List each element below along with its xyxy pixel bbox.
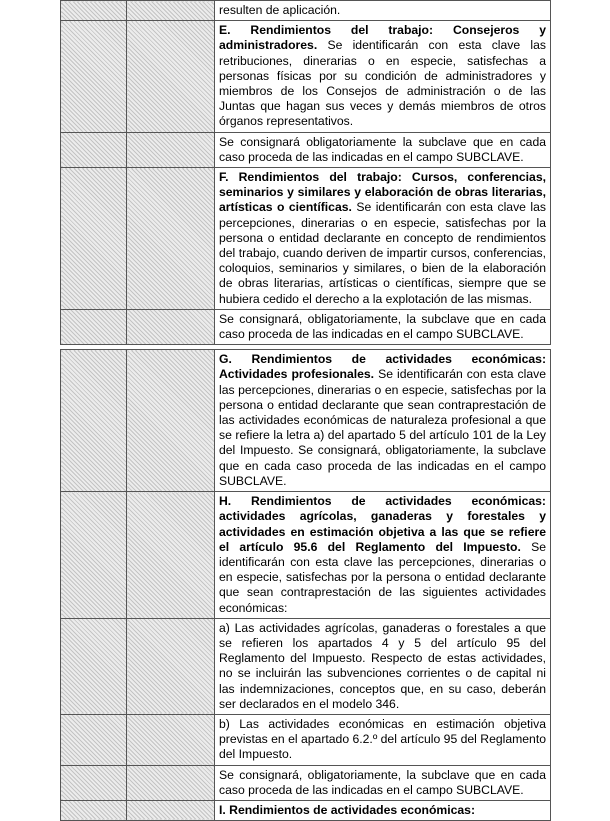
table-row: [61, 21, 551, 132]
row-text-cell: [215, 1, 551, 21]
blank-cell: [127, 132, 215, 167]
blank-cell: [61, 618, 127, 714]
blank-cell: [61, 714, 127, 765]
table-row: [61, 714, 551, 765]
blank-cell: [127, 168, 215, 310]
row-text: Se identificarán con esta clave las retribuciones, dinerarias o en especie, satisfechas a personas físicas por su condición de administradores y miembros de los Consejos de administración o de las Juntas que hagan sus veces y demás miembros de otros órganos representativos.: [219, 38, 546, 129]
row-text-cell: [215, 350, 551, 492]
row-text: Se identificarán con esta clave las percepciones, dinerarias o en especie, satisfechas por la persona o entidad declarante que sean contraprestación de las actividades económicas de naturaleza profesional a que se refiere la letra a) del apartado 5 del artículo 101 de la Ley del Impuesto. Se consignará, obligatoriamente, la subclave que en cada caso proceda de las indicadas en el campo SUBCLAVE.: [219, 367, 546, 488]
row-heading: G. Rendimientos de actividades económicas: Actividades profesionales.: [219, 352, 546, 382]
blank-cell: [61, 309, 127, 344]
blank-cell: [127, 800, 215, 820]
table-row: [61, 765, 551, 800]
table-row: [61, 132, 551, 167]
row-text-cell: [215, 309, 551, 344]
blank-cell: [127, 765, 215, 800]
instructions-table: [60, 0, 551, 821]
table-row: [61, 1, 551, 21]
row-text-cell: [215, 714, 551, 765]
row-text: a) Las actividades agrícolas, ganaderas o forestales a que se refieren los apartados 4 y 5 del artículo 95 del Reglamento del Impuesto. Respecto de estas actividades, no se incluirán las subvenciones corrientes o de capital ni las indemnizaciones, conceptos que, en su caso, deberán ser declarados en el modelo 346.: [219, 620, 546, 711]
row-text: Se consignará obligatoriamente la subclave que en cada caso proceda de las indicadas en el campo SUBCLAVE.: [219, 134, 546, 164]
row-text: Se identificarán con esta clave las percepciones, dinerarias o en especie, satisfechas por la persona o entidad declarante que sean contraprestación de las siguientes actividades económicas:: [219, 539, 547, 615]
row-text: Se identificarán con esta clave las percepciones, dinerarias o en especie, satisfechas por la persona o entidad declarante en concepto de rendimientos del trabajo, cuando deriven de impartir cursos, conferencias, coloquios, seminarios y similares, o bien de la elaboración de obras literarias, artísticas o científicas, siempre que se hubiera cedido el derecho a la explotación de las mismas.: [219, 200, 546, 306]
row-text-cell: [215, 168, 551, 310]
table-row: [61, 618, 551, 714]
blank-cell: [127, 21, 215, 132]
row-text-cell: [215, 132, 551, 167]
row-text: resulten de aplicación.: [219, 3, 341, 17]
blank-cell: [61, 350, 127, 492]
table-row: [61, 168, 551, 310]
blank-cell: [61, 132, 127, 167]
row-text: b) Las actividades económicas en estimación objetiva previstas en el apartado 6.2.º del artículo 95 del Reglamento del Impuesto.: [219, 716, 546, 762]
row-heading: H. Rendimientos de actividades económicas: actividades agrícolas, ganaderas y forestales y actividades en estimación objetiva a las que se refiere el artículo 95.6 del Reglamento del Impuesto.: [219, 494, 546, 554]
blank-cell: [127, 1, 215, 21]
blank-cell: [61, 1, 127, 21]
row-heading: I. Rendimientos de actividades económicas:: [219, 802, 476, 817]
row-text: Se consignará, obligatoriamente, la subclave que en cada caso proceda de las indicadas en el campo SUBCLAVE.: [219, 311, 546, 342]
document-page: [60, 0, 550, 821]
blank-cell: [127, 714, 215, 765]
row-text-cell: [215, 21, 551, 132]
table-row: [61, 800, 551, 820]
blank-cell: [127, 350, 215, 492]
row-text-cell: [215, 618, 551, 714]
table-row: [61, 492, 551, 619]
row-text-cell: [215, 765, 551, 800]
blank-cell: [61, 765, 127, 800]
table-row: [61, 350, 551, 492]
row-text-cell: [215, 492, 551, 619]
blank-cell: [61, 21, 127, 132]
blank-cell: [61, 492, 127, 619]
row-heading: E. Rendimientos del trabajo: Consejeros y administradores.: [219, 23, 546, 53]
blank-cell: [127, 492, 215, 619]
table-row: [61, 309, 551, 344]
row-text-cell: [215, 800, 551, 820]
blank-cell: [61, 168, 127, 310]
row-text: Se consignará, obligatoriamente, la subclave que en cada caso proceda de las indicadas en el campo SUBCLAVE.: [219, 767, 546, 797]
blank-cell: [61, 800, 127, 820]
row-heading: F. Rendimientos del trabajo: Cursos, conferencias, seminarios y similares y elaboración de obras literarias, artísticas o científicas.: [219, 170, 546, 215]
blank-cell: [127, 618, 215, 714]
blank-cell: [127, 309, 215, 344]
